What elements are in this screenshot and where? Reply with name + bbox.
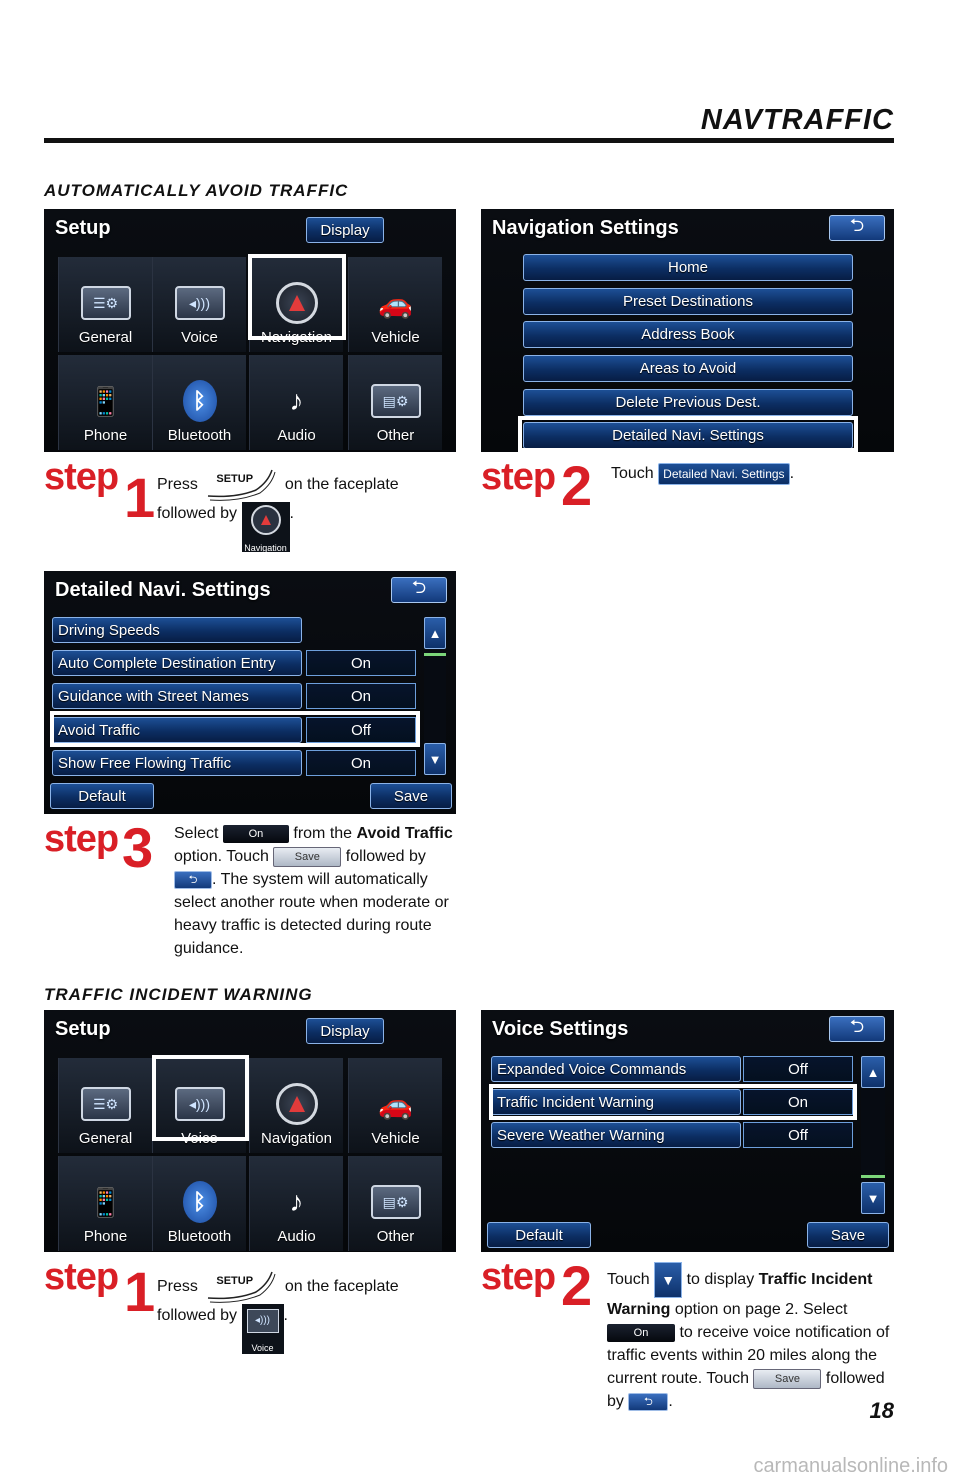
- text-followed-by: followed by: [345, 848, 426, 865]
- menu-address-book[interactable]: Address Book: [523, 321, 853, 348]
- tile-label: Audio: [277, 427, 316, 444]
- section-heading-incident: TRAFFIC INCIDENT WARNING: [44, 985, 313, 1004]
- setup-key-label: SETUP: [216, 473, 254, 485]
- navigation-icon: [270, 1082, 324, 1126]
- text-to-display: to display: [686, 1271, 755, 1289]
- text-rest2: to receive voice notification of traffic events within 20 miles along the current route. Touch: [607, 1324, 890, 1387]
- step-a2-text: [611, 462, 901, 485]
- scroll-down-icon: ▼: [654, 1262, 682, 1298]
- step-number: 1: [124, 1260, 156, 1323]
- step-number: 1: [124, 466, 156, 529]
- row-auto-complete[interactable]: Auto Complete Destination Entry: [52, 650, 302, 676]
- step-b1-text: [157, 1270, 447, 1354]
- text-period: .: [789, 465, 795, 482]
- step-b2-text: [607, 1262, 899, 1413]
- text-rest: . The system will automatically select another route when moderate or heavy traffic is detected during route guidance.: [174, 871, 449, 957]
- text-followed-by: followed by: [157, 1307, 238, 1324]
- phone-icon: 📱: [88, 1186, 123, 1218]
- step-number: 2: [561, 1254, 593, 1317]
- tile-label: Phone: [83, 427, 128, 444]
- tile-label: Navigation: [261, 329, 332, 346]
- bluetooth-icon: ᛒ: [173, 1180, 227, 1224]
- tile-label: Bluetooth: [167, 1228, 232, 1245]
- option-name: Traffic Incident Warning: [607, 1271, 873, 1318]
- text-followed-by: followed by: [157, 505, 238, 522]
- vehicle-icon: 🚗: [378, 1088, 413, 1120]
- nav-icon-label: Navigation: [244, 543, 287, 553]
- menu-preset-destinations[interactable]: Preset Destinations: [523, 288, 853, 315]
- step-a1-text: [157, 468, 447, 552]
- tile-voice[interactable]: [152, 257, 246, 352]
- scroll-down-button[interactable]: ▼: [424, 743, 446, 775]
- tile-label: Voice: [181, 1130, 218, 1147]
- setup-screen-b: [44, 1010, 456, 1252]
- other-icon: ▤⚙: [369, 379, 423, 423]
- general-icon: ☰⚙: [79, 281, 133, 325]
- row-traffic-incident-warning[interactable]: Traffic Incident Warning: [491, 1089, 741, 1115]
- music-note-icon: ♪: [289, 385, 304, 416]
- tile-other[interactable]: [348, 1156, 442, 1251]
- value-guidance-street-names[interactable]: On: [306, 683, 416, 709]
- step-number: 3: [122, 816, 154, 879]
- row-driving-speeds[interactable]: Driving Speeds: [52, 617, 302, 643]
- tile-bluetooth[interactable]: [152, 1156, 246, 1251]
- voice-icon-label: Voice: [251, 1343, 274, 1353]
- back-button[interactable]: ⮌: [391, 577, 447, 603]
- text-period: .: [283, 1307, 288, 1324]
- back-button[interactable]: ⮌: [829, 1016, 885, 1042]
- tile-navigation[interactable]: [249, 1058, 343, 1153]
- voice-icon: ◂))): [173, 1082, 227, 1126]
- text-period: .: [289, 505, 294, 522]
- navigation-settings-screen: [481, 209, 894, 452]
- watermark: carmanualsonline.info: [753, 1455, 948, 1477]
- highlight-avoid-traffic: [50, 711, 420, 747]
- text-option-touch: option. Touch: [174, 848, 269, 865]
- text-faceplate: on the faceplate: [284, 1278, 399, 1296]
- value-expanded-voice-commands[interactable]: Off: [743, 1056, 853, 1082]
- voice-settings-screen: [481, 1010, 894, 1252]
- highlight-navigation: [248, 254, 346, 340]
- tile-general[interactable]: [58, 257, 152, 352]
- value-traffic-incident-warning[interactable]: On: [743, 1089, 853, 1115]
- tile-bluetooth[interactable]: [152, 355, 246, 450]
- text-from-the: from the: [293, 825, 353, 842]
- voice-icon: ◂))) Voice: [242, 1304, 284, 1354]
- row-expanded-voice-commands[interactable]: Expanded Voice Commands: [491, 1056, 741, 1082]
- row-avoid-traffic[interactable]: Avoid Traffic: [52, 717, 302, 743]
- title-rule: [44, 138, 894, 143]
- menu-detailed-navi-settings[interactable]: Detailed Navi. Settings: [523, 422, 853, 449]
- scroll-track[interactable]: [861, 1090, 885, 1182]
- tile-other[interactable]: [348, 355, 442, 450]
- back-arrow-icon: ⮌: [628, 1393, 668, 1411]
- tile-phone[interactable]: [58, 1156, 152, 1251]
- screen-title: Setup: [55, 217, 111, 239]
- step-label: step: [44, 1256, 119, 1298]
- menu-home[interactable]: Home: [523, 254, 853, 281]
- page-title: NAVTRAFFIC: [700, 104, 894, 136]
- step-a3-text: [174, 822, 460, 960]
- tile-label: Vehicle: [371, 1130, 420, 1147]
- vehicle-icon: 🚗: [378, 287, 413, 319]
- setup-screen-a: [44, 209, 456, 452]
- voice-icon: ◂))): [173, 281, 227, 325]
- tile-label: Audio: [277, 1228, 316, 1245]
- highlight-detailed-navi: [518, 416, 858, 452]
- value-severe-weather-warning[interactable]: Off: [743, 1122, 853, 1148]
- scroll-thumb[interactable]: [861, 1175, 885, 1178]
- tile-vehicle[interactable]: [348, 1058, 442, 1153]
- tile-vehicle[interactable]: [348, 257, 442, 352]
- back-button[interactable]: ⮌: [829, 215, 885, 241]
- general-icon: ☰⚙: [79, 1082, 133, 1126]
- save-button[interactable]: Save: [807, 1222, 889, 1248]
- text-period: .: [668, 1393, 673, 1410]
- tile-general[interactable]: [58, 1058, 152, 1153]
- section-heading-avoid: AUTOMATICALLY AVOID TRAFFIC: [44, 181, 349, 200]
- row-guidance-street-names[interactable]: Guidance with Street Names: [52, 683, 302, 709]
- tile-audio[interactable]: [249, 355, 343, 450]
- menu-delete-previous-dest[interactable]: Delete Previous Dest.: [523, 389, 853, 416]
- screen-title: Voice Settings: [492, 1018, 629, 1040]
- page-number: 18: [869, 1398, 894, 1423]
- default-button[interactable]: Default: [50, 783, 154, 809]
- bluetooth-icon: ᛒ: [173, 379, 227, 423]
- text-faceplate: on the faceplate: [284, 476, 399, 494]
- step-label: step: [481, 456, 556, 498]
- music-note-icon: ♪: [289, 1186, 304, 1217]
- tile-label: Other: [376, 427, 415, 444]
- text-select: Select: [174, 825, 219, 842]
- highlight-traffic-incident-warning: [489, 1084, 857, 1120]
- step-label: step: [481, 1256, 556, 1298]
- tile-label: Other: [376, 1228, 415, 1245]
- save-inline-button: Save: [753, 1369, 821, 1389]
- on-inline-button: On: [223, 825, 289, 843]
- highlight-voice: [152, 1055, 249, 1141]
- other-icon: ▤⚙: [369, 1180, 423, 1224]
- step-label: step: [44, 456, 119, 498]
- setup-key-icon: [206, 1270, 276, 1304]
- text-press: Press: [157, 1278, 198, 1296]
- tile-label: General: [78, 1130, 133, 1147]
- step-number: 2: [561, 454, 593, 517]
- back-arrow-icon: ⮌: [174, 871, 212, 889]
- phone-icon: 📱: [88, 385, 123, 417]
- setup-key-label: SETUP: [216, 1275, 254, 1287]
- on-inline-button: On: [607, 1324, 675, 1342]
- save-button[interactable]: Save: [370, 783, 452, 809]
- value-show-free-flowing[interactable]: On: [306, 750, 416, 776]
- tile-label: Navigation: [261, 1130, 332, 1147]
- detailed-navi-settings-screen: [44, 571, 456, 814]
- text-followed: followed: [825, 1370, 885, 1387]
- scroll-up-button[interactable]: ▲: [424, 617, 446, 649]
- row-severe-weather-warning[interactable]: Severe Weather Warning: [491, 1122, 741, 1148]
- scroll-down-button[interactable]: ▼: [861, 1182, 885, 1214]
- save-inline-button: Save: [273, 847, 341, 867]
- display-button[interactable]: Display: [306, 1018, 384, 1044]
- scroll-up-button[interactable]: ▲: [861, 1056, 885, 1088]
- tile-label: General: [78, 329, 133, 346]
- display-button[interactable]: Display: [306, 217, 384, 243]
- text-rest1: option on page 2. Select: [674, 1301, 848, 1318]
- tile-phone[interactable]: [58, 355, 152, 450]
- tile-label: Voice: [181, 329, 218, 346]
- value-avoid-traffic[interactable]: Off: [306, 717, 416, 743]
- menu-areas-to-avoid[interactable]: Areas to Avoid: [523, 355, 853, 382]
- navigation-icon: [242, 502, 290, 552]
- tile-label: Phone: [83, 1228, 128, 1245]
- row-show-free-flowing[interactable]: Show Free Flowing Traffic: [52, 750, 302, 776]
- screen-title: Detailed Navi. Settings: [55, 579, 271, 601]
- default-button[interactable]: Default: [487, 1222, 591, 1248]
- tile-audio[interactable]: [249, 1156, 343, 1251]
- tile-label: Vehicle: [371, 329, 420, 346]
- value-auto-complete[interactable]: On: [306, 650, 416, 676]
- scroll-thumb[interactable]: [424, 653, 446, 656]
- option-name: Avoid Traffic: [356, 825, 453, 842]
- text-touch: Touch: [611, 465, 654, 482]
- setup-key-icon: [206, 468, 276, 502]
- tile-label: Bluetooth: [167, 427, 232, 444]
- text-press: Press: [157, 476, 198, 494]
- text-by: by: [607, 1393, 624, 1410]
- scroll-track[interactable]: [424, 651, 446, 743]
- screen-title: Navigation Settings: [492, 217, 679, 239]
- text-touch: Touch: [607, 1271, 650, 1289]
- step-label: step: [44, 818, 119, 860]
- screen-title: Setup: [55, 1018, 111, 1040]
- detailed-navi-settings-inline-button: Detailed Navi. Settings: [658, 463, 789, 485]
